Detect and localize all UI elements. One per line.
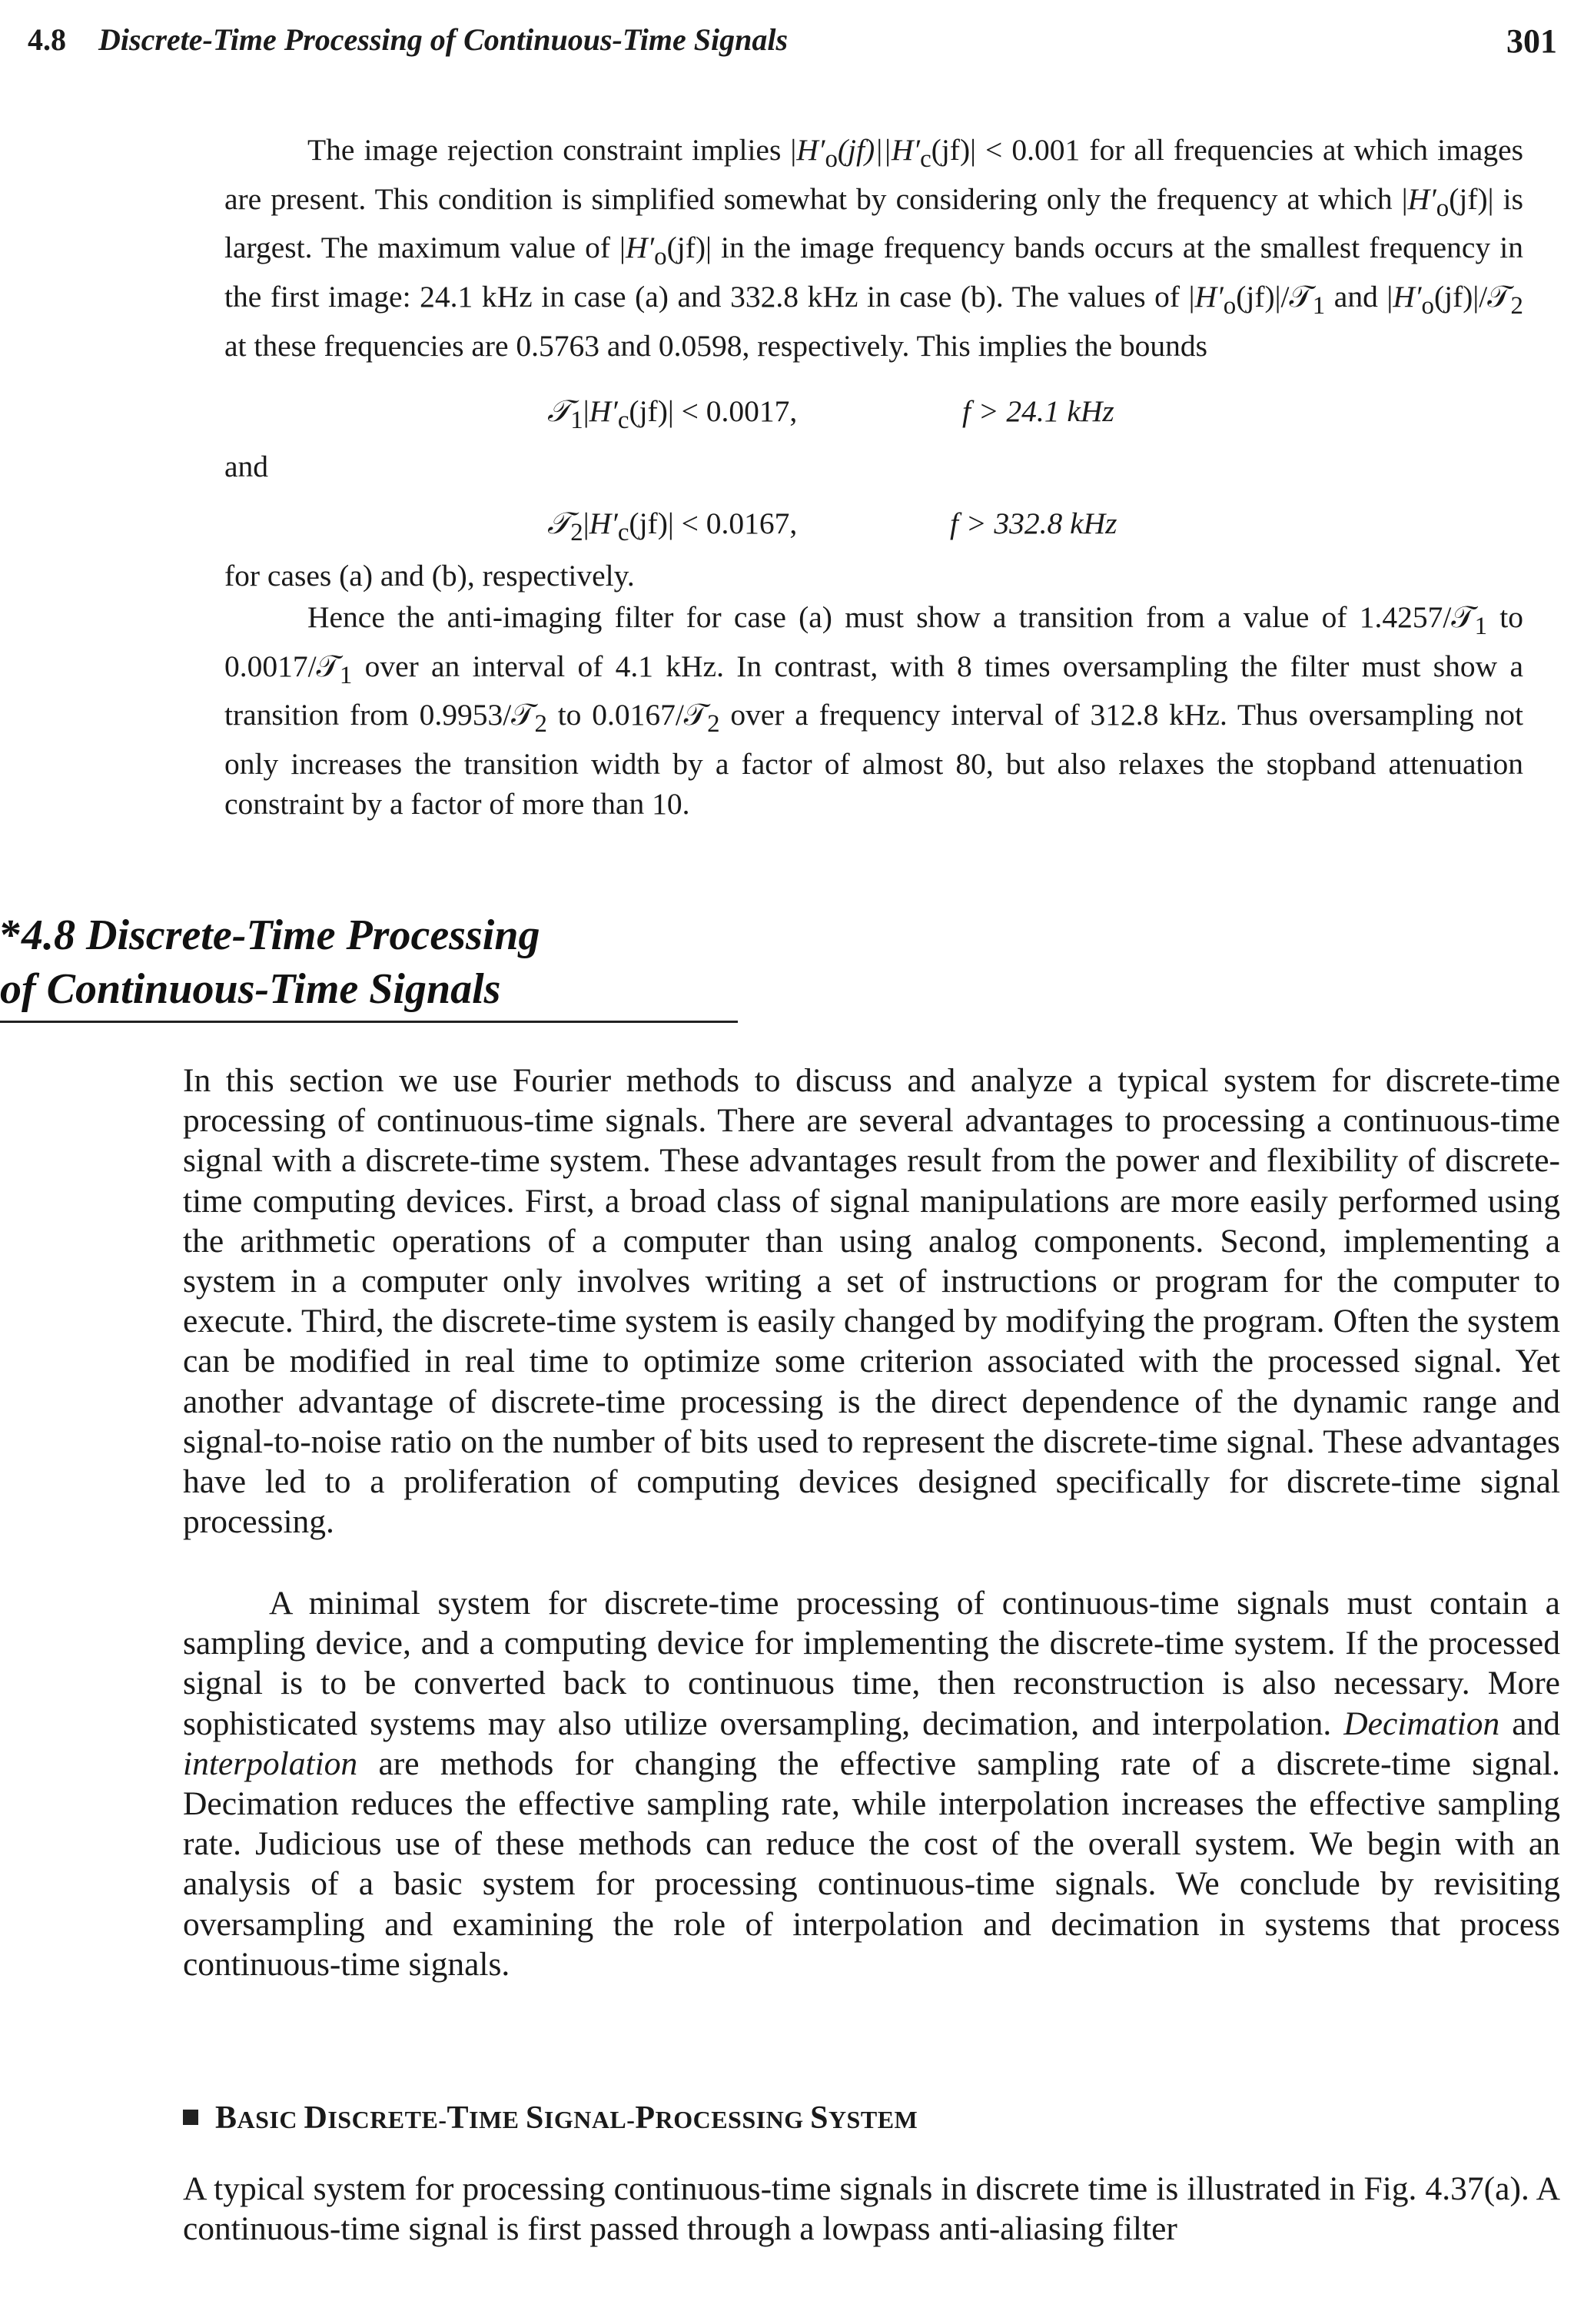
body-paragraph-advantages: In this section we use Fourier methods to discuss and analyze a typical system for discrete-time processing of continuous-time signals. There are several advantages to processing a continuous-time signal with a discrete-time system. These advantages result from the power and flexibility of discrete-time computing devices. First, a broad class of signal manipulations are more easily performed using the arithmetic operations of a computer than using analog components. Second, implementing a system in a computer only involves writing a set of instructions or program for the computer to execute. Third, the discrete-time system is easily changed by modifying the program. Often the system can be modified in real time to optimize some criterion associated with the processed signal. Yet another advantage of discrete-time processing is the direct dependence of the dynamic range and signal-to-noise ratio on the number of bits used to represent the discrete-time signal. These advantages have led to a proliferation of computing devices designed specifically for discrete-time signal processing. xyxy=(183,1062,1560,1541)
section-heading xyxy=(0,908,738,1016)
running-head xyxy=(28,11,1557,65)
subsection-bullet xyxy=(183,2110,198,2125)
section-heading-line-1: *4.8 Discrete-Time Processing xyxy=(0,911,540,959)
body-paragraph-typical-system: A typical system for processing continuous-time signals in discrete time is illustrated in Fig. 4.37(a). A continuous-time signal is first passed through a lowpass anti-aliasing filter xyxy=(183,2170,1560,2248)
body-paragraph-minimal-system: A minimal system for discrete-time processing of continuous-time signals must contain a sampling device, and a computing device for implementing the discrete-time system. If the processed signal is to be converted back to continuous time, then reconstruction is also necessary. More sophisticated systems may also utilize oversampling, decimation, and interpolation. Decimation and interpolation are methods for changing the effective sampling rate of a discrete-time signal. Decimation reduces the effective sampling rate, while interpolation increases the effective sampling rate. Judicious use of these methods can reduce the cost of the overall system. We begin with an analysis of a basic system for processing continuous-time signals. We conclude by revisiting oversampling and examining the role of interpolation and decimation in systems that process continuous-time signals. xyxy=(183,1585,1561,1983)
running-head-section-number: 4.8 xyxy=(28,22,66,57)
cases-line: for cases (a) and (b), respectively. xyxy=(224,559,635,593)
section-heading-line-2: of Continuous-Time Signals xyxy=(0,965,501,1013)
bound-condition-case-a: f > 24.1 kHz xyxy=(962,394,1114,428)
bound-condition-case-b: f > 332.8 kHz xyxy=(950,506,1117,540)
bound-equation-case-b: $𝒯_2|H'_c(jf)| < 0.0167$, xyxy=(547,506,798,546)
example-paragraph-image-rejection: The image rejection constraint implies $|H'_o(jf)||H'_c(jf)| < 0.001$ for all frequencies at which images are present. This condition is simplified somewhat by considering only the frequency at which $|H'_o(jf)|$ is largest. The maximum value of $|H'_o(jf)|$ in the image frequency bands occurs at the smallest frequency in the first image: 24.1 kHz in case (a) and 332.8 kHz in case (b). The values of $|H'_o(jf)|/𝒯_1$ and $|H'_o(jf)|/𝒯_2$ at these frequencies are 0.5763 and 0.0598, respectively. This implies the bounds xyxy=(224,133,1523,363)
section-heading-rule xyxy=(0,1021,738,1023)
subsection-heading: BASIC DISCRETE-TIME SIGNAL-PROCESSING SYSTEM xyxy=(183,2100,918,2136)
and-label: and xyxy=(224,450,269,483)
example-paragraph-anti-imaging: Hence the anti-imaging filter for case (a) must show a transition from a value of 1.4257/𝒯$_1$ to 0.0017/𝒯$_1$ over an interval of 4.1 kHz. In contrast, with 8 times oversampling the filter must show a transition from 0.9953/𝒯$_2$ to 0.0167/𝒯$_2$ over a frequency interval of 312.8 kHz. Thus oversampling not only increases the transition width by a factor of almost 80, but also relaxes the stopband attenuation constraint by a factor of more than 10. xyxy=(224,600,1523,821)
page-number: 301 xyxy=(1506,22,1557,60)
bound-equation-case-a: $𝒯_1|H'_c(jf)| < 0.0017$, xyxy=(547,393,798,434)
running-head-title: Discrete-Time Processing of Continuous-Time Signals xyxy=(98,22,789,57)
